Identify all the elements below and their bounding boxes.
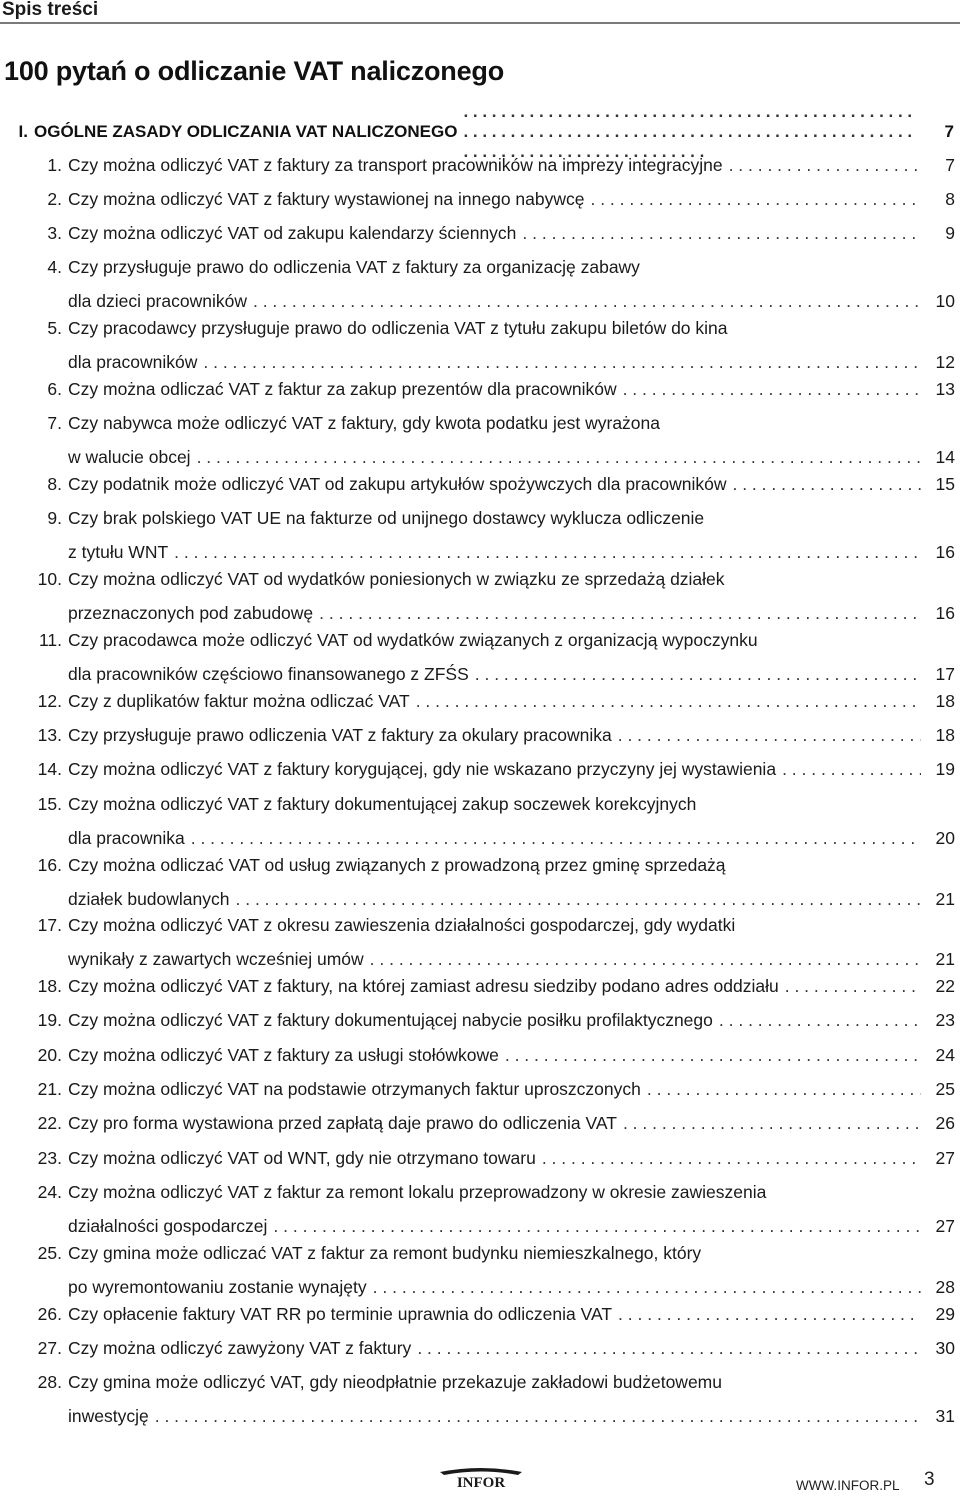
toc-entry-page-number: 16 bbox=[935, 542, 955, 563]
toc-entry-title: dla pracowników bbox=[68, 352, 198, 373]
toc-entry-line bbox=[0, 407, 955, 441]
toc-entry-number: 14. bbox=[37, 759, 62, 780]
toc-entry[interactable] bbox=[0, 684, 955, 718]
toc-entry-title: Czy można odliczyć VAT z faktury korygującej, gdy nie wskazano przyczyny jej wystawienia bbox=[68, 759, 777, 780]
toc-entry-title: dla dzieci pracowników bbox=[68, 291, 247, 312]
toc-entry-number: 28. bbox=[37, 1372, 62, 1393]
toc-entry-line bbox=[0, 753, 955, 787]
toc-entry-title: w walucie obcej bbox=[68, 447, 191, 468]
toc-entry-title: z tytułu WNT bbox=[68, 542, 169, 563]
toc-section-heading[interactable] bbox=[8, 117, 954, 147]
section-title: OGÓLNE ZASADY ODLICZANIA VAT NALICZONEGO bbox=[34, 122, 458, 141]
toc-entry-page-number: 16 bbox=[935, 603, 955, 624]
toc-entry-title: Czy pracodawcy przysługuje prawo do odliczenia VAT z tytułu zakupu biletów do kina bbox=[68, 318, 728, 339]
toc-entry-number: 16. bbox=[37, 854, 62, 875]
section-page-number: 7 bbox=[944, 122, 954, 141]
toc-entry-title: Czy można odliczyć VAT z faktury dokumentującej zakup soczewek korekcyjnych bbox=[68, 793, 697, 814]
dot-leader bbox=[723, 155, 921, 176]
toc-entry-line bbox=[0, 312, 955, 346]
toc-entry-number: 11. bbox=[38, 630, 62, 650]
dot-leader bbox=[191, 447, 921, 468]
toc-entry-line bbox=[0, 1331, 955, 1365]
toc-entry-number: 8. bbox=[47, 474, 62, 495]
infor-logo bbox=[438, 1466, 524, 1490]
toc-entry[interactable] bbox=[0, 1038, 955, 1072]
toc-entry-line bbox=[0, 217, 955, 251]
toc-entry-page-number: 9 bbox=[945, 223, 955, 244]
toc-entry[interactable] bbox=[0, 787, 955, 855]
toc-entry-title: działek budowlanych bbox=[68, 888, 230, 909]
toc-entry-title: Czy można odliczyć VAT z faktur za remont lokalu przeprowadzony w okresie zawieszenia bbox=[68, 1181, 767, 1202]
toc-entry-page-number: 18 bbox=[935, 725, 955, 746]
toc-entry-title: Czy można odliczać VAT od usług związanych z prowadzoną przez gminę sprzedażą bbox=[68, 854, 726, 875]
toc-entry[interactable] bbox=[0, 970, 955, 1004]
toc-entry-page-number: 21 bbox=[935, 949, 955, 970]
toc-entry-title: Czy można odliczyć VAT od zakupu kalendarzy ściennych bbox=[68, 223, 517, 244]
toc-entry-number: 3. bbox=[47, 223, 62, 244]
toc-entry-page-number: 29 bbox=[935, 1303, 955, 1324]
toc-entry[interactable] bbox=[0, 563, 955, 631]
toc-entry-line bbox=[0, 1107, 955, 1141]
toc-entry-title: Czy przysługuje prawo odliczenia VAT z faktury za okulary pracownika bbox=[68, 725, 612, 746]
toc-entry-number: 7. bbox=[47, 413, 62, 434]
toc-entry-title: Czy można odliczyć VAT z okresu zawieszenia działalności gospodarczej, gdy wydatki bbox=[68, 915, 736, 936]
dot-leader bbox=[185, 828, 921, 849]
toc-entry-number: 10. bbox=[37, 569, 62, 590]
toc-entry-title: Czy brak polskiego VAT UE na fakturze od unijnego dostawcy wyklucza odliczenie bbox=[68, 508, 705, 529]
toc-entry-title: Czy można odliczać VAT z faktur za zakup prezentów dla pracowników bbox=[68, 379, 617, 399]
toc-entry-continuation-line bbox=[0, 1400, 955, 1434]
toc-entry-title: wynikały z zawartych wcześniej umów bbox=[68, 949, 364, 970]
toc-entry-page-number: 17 bbox=[935, 664, 955, 684]
dot-leader bbox=[713, 1010, 921, 1031]
header-label: Spis treści bbox=[2, 0, 99, 20]
toc-entry-line bbox=[0, 1073, 955, 1107]
toc-entry-title: Czy przysługuje prawo do odliczenia VAT z faktury za organizację zabawy bbox=[68, 257, 640, 278]
toc-entry[interactable] bbox=[0, 1331, 955, 1365]
logo-text: INFOR bbox=[456, 1475, 506, 1490]
dot-leader bbox=[516, 223, 921, 244]
toc-entry-page-number: 8 bbox=[945, 188, 955, 209]
toc-entry-number: 15. bbox=[37, 793, 62, 814]
toc-entry[interactable] bbox=[0, 1366, 955, 1434]
toc-entry-page-number: 10 bbox=[935, 291, 955, 312]
page-header bbox=[0, 0, 960, 24]
dot-leader bbox=[168, 542, 921, 563]
toc-entry[interactable] bbox=[0, 182, 955, 216]
toc-entry-line bbox=[0, 787, 955, 821]
dot-leader bbox=[617, 379, 921, 400]
toc-entry[interactable] bbox=[0, 1107, 955, 1141]
dot-leader bbox=[641, 1079, 921, 1100]
toc-entry-line bbox=[0, 1175, 955, 1209]
toc-entry-page-number: 18 bbox=[935, 690, 955, 711]
toc-entry-line bbox=[0, 719, 955, 753]
toc-entry-title: działalności gospodarczej bbox=[68, 1215, 268, 1236]
section-number: I. bbox=[18, 122, 28, 141]
toc-entry-number: 5. bbox=[47, 318, 62, 339]
dot-leader bbox=[499, 1045, 921, 1066]
toc-entry-page-number: 31 bbox=[935, 1406, 955, 1427]
toc-entry-page-number: 26 bbox=[935, 1113, 955, 1134]
toc-entry-line bbox=[0, 1297, 955, 1331]
dot-leader bbox=[410, 691, 921, 712]
toc-entry[interactable] bbox=[0, 468, 955, 502]
toc-entry-title: Czy można odliczyć VAT z faktury, na której zamiast adresu siedziby podano adres oddziału bbox=[68, 976, 779, 997]
toc-entry[interactable] bbox=[0, 1297, 955, 1331]
toc-entry-page-number: 12 bbox=[935, 352, 955, 373]
toc-entry-page-number: 25 bbox=[935, 1079, 955, 1099]
toc-entry[interactable] bbox=[0, 407, 955, 475]
toc-entry-line bbox=[0, 684, 955, 718]
toc-entry[interactable] bbox=[0, 1175, 955, 1243]
toc-entry-page-number: 27 bbox=[935, 1147, 955, 1168]
toc-entry-number: 9. bbox=[47, 508, 62, 529]
toc-entry-title: Czy gmina może odliczyć VAT, gdy nieodpłatnie przekazuje zakładowi budżetowemu bbox=[68, 1372, 722, 1393]
toc-entry-title: Czy pracodawca może odliczyć VAT od wydatków związanych z organizacją wypoczynku bbox=[68, 630, 758, 650]
toc-entry-line bbox=[0, 1038, 955, 1072]
toc-entry-page-number: 15 bbox=[935, 474, 955, 495]
toc-entry-number: 2. bbox=[47, 188, 62, 209]
toc-entry-title: Czy podatnik może odliczyć VAT od zakupu artykułów spożywczych dla pracowników bbox=[68, 474, 727, 495]
toc-entry-title: Czy można odliczyć zawyżony VAT z faktury bbox=[68, 1337, 412, 1358]
toc-entry-line bbox=[0, 1004, 955, 1038]
toc-entry-line bbox=[0, 502, 955, 536]
toc-entry-number: 19. bbox=[37, 1010, 62, 1031]
toc-entry-number: 18. bbox=[37, 976, 62, 997]
toc-entry-page-number: 13 bbox=[935, 379, 955, 399]
toc-entry-page-number: 21 bbox=[935, 888, 955, 909]
toc-entry-title: Czy można odliczyć VAT z faktury za usługi stołówkowe bbox=[68, 1044, 499, 1065]
toc-entry-title: Czy nabywca może odliczyć VAT z faktury, gdy kwota podatku jest wyrażona bbox=[68, 413, 661, 434]
toc-entry-line bbox=[0, 1236, 955, 1270]
toc-entry-title: przeznaczonych pod zabudowę bbox=[68, 603, 314, 624]
toc-entry-line bbox=[0, 563, 955, 597]
toc-entry[interactable] bbox=[0, 148, 955, 182]
toc-entry-page-number: 19 bbox=[935, 759, 955, 780]
dot-leader bbox=[247, 291, 921, 312]
dot-leader bbox=[411, 1338, 921, 1359]
toc-entry-title: Czy gmina może odliczać VAT z faktur za remont budynku niemieszkalnego, który bbox=[68, 1242, 702, 1263]
dot-leader bbox=[612, 1304, 921, 1325]
toc-entry-page-number: 7 bbox=[945, 154, 955, 175]
toc-entry-number: 1. bbox=[47, 154, 62, 175]
toc-entry-number: 24. bbox=[37, 1181, 62, 1202]
dot-leader bbox=[617, 1113, 921, 1134]
dot-leader bbox=[364, 949, 921, 970]
dot-leader bbox=[536, 1148, 921, 1169]
toc-entry-line bbox=[0, 1141, 955, 1175]
toc-entry-number: 12. bbox=[37, 690, 62, 711]
toc-entry-line bbox=[0, 1366, 955, 1400]
toc-entry[interactable] bbox=[0, 217, 955, 251]
toc-entry-number: 27. bbox=[37, 1337, 62, 1358]
toc-entry[interactable] bbox=[0, 251, 955, 319]
book-title: 100 pytań o odliczanie VAT naliczonego bbox=[4, 56, 504, 86]
toc-entry-title: Czy można odliczyć VAT od wydatków poniesionych w związku ze sprzedażą działek bbox=[68, 569, 725, 590]
toc-entry-title: po wyremontowaniu zostanie wynajęty bbox=[68, 1276, 367, 1297]
toc-entry-page-number: 22 bbox=[935, 976, 955, 997]
dot-leader bbox=[612, 725, 921, 746]
toc-entry[interactable] bbox=[0, 1073, 955, 1107]
dot-leader bbox=[776, 759, 921, 780]
toc-entry[interactable] bbox=[0, 719, 955, 753]
dot-leader bbox=[197, 352, 921, 373]
toc-entry-number: 26. bbox=[37, 1303, 62, 1324]
footer-page-number: 3 bbox=[924, 1469, 935, 1490]
dot-leader bbox=[469, 664, 921, 685]
toc-entry-title: Czy opłacenie faktury VAT RR po terminie uprawnia do odliczenia VAT bbox=[68, 1303, 613, 1324]
toc-entry-number: 25. bbox=[37, 1242, 62, 1263]
toc-entry-page-number: 23 bbox=[935, 1010, 955, 1031]
toc-entry-number: 6. bbox=[47, 379, 62, 399]
toc-entry-line bbox=[0, 848, 955, 882]
toc-entry-title: Czy można odliczyć VAT z faktury za transport pracowników na imprezy integracyjne bbox=[68, 154, 723, 175]
dot-leader bbox=[230, 889, 922, 910]
toc-entry-title: Czy można odliczyć VAT z faktury wystawionej na innego nabywcę bbox=[68, 188, 585, 209]
toc-entry-number: 17. bbox=[37, 915, 62, 936]
toc-entry-title: Czy można odliczyć VAT na podstawie otrzymanych faktur uproszczonych bbox=[68, 1079, 641, 1099]
toc-entry-title: inwestycję bbox=[68, 1406, 149, 1427]
toc-entry-title: dla pracowników częściowo finansowanego z ZFŚS bbox=[68, 664, 469, 684]
toc-entry-page-number: 28 bbox=[935, 1276, 955, 1297]
toc-entry-number: 22. bbox=[37, 1113, 62, 1134]
toc-entry-number: 20. bbox=[37, 1044, 62, 1065]
toc-entry[interactable] bbox=[0, 753, 955, 787]
toc-entry-line bbox=[0, 148, 955, 182]
toc-entry[interactable] bbox=[0, 1004, 955, 1038]
dot-leader bbox=[779, 976, 921, 997]
toc-entry[interactable] bbox=[0, 1141, 955, 1175]
toc-entry-line bbox=[0, 624, 955, 658]
toc-entry[interactable] bbox=[0, 312, 955, 380]
footer-url[interactable]: WWW.INFOR.PL bbox=[796, 1478, 900, 1493]
toc-entry-page-number: 24 bbox=[935, 1044, 955, 1065]
toc-entry-line bbox=[0, 251, 955, 285]
toc-entry[interactable] bbox=[0, 373, 955, 407]
toc-entry-title: Czy pro forma wystawiona przed zapłatą daje prawo do odliczenia VAT bbox=[68, 1113, 617, 1134]
toc-entry-page-number: 30 bbox=[935, 1337, 955, 1358]
toc-entry-page-number: 20 bbox=[935, 827, 955, 848]
dot-leader bbox=[584, 189, 921, 210]
toc-entry[interactable] bbox=[0, 624, 955, 692]
toc-entry-line bbox=[0, 182, 955, 216]
toc-entry-title: Czy z duplikatów faktur można odliczać VAT bbox=[68, 690, 410, 711]
toc-entry-page-number: 27 bbox=[935, 1215, 955, 1236]
toc-entry-number: 21. bbox=[37, 1079, 62, 1099]
toc-entry-number: 13. bbox=[37, 725, 62, 746]
toc-entry-title: Czy można odliczyć VAT od WNT, gdy nie otrzymano towaru bbox=[68, 1147, 536, 1168]
toc-entry-line bbox=[0, 468, 955, 502]
toc-entry-title: dla pracownika bbox=[68, 827, 185, 848]
dot-leader bbox=[149, 1406, 921, 1427]
toc-entry-line bbox=[0, 373, 955, 407]
toc-entry[interactable] bbox=[0, 502, 955, 570]
toc-entry[interactable] bbox=[0, 1236, 955, 1304]
toc-entry-number: 23. bbox=[37, 1147, 62, 1168]
toc-entry-line bbox=[0, 970, 955, 1004]
toc-entry-title: Czy można odliczyć VAT z faktury dokumentującej nabycie posiłku profilaktycznego bbox=[68, 1010, 713, 1031]
toc-entry-number: 4. bbox=[47, 257, 62, 278]
dot-leader bbox=[313, 603, 921, 624]
dot-leader bbox=[726, 474, 921, 495]
toc-entry[interactable] bbox=[0, 909, 955, 977]
toc-entry-line bbox=[0, 909, 955, 943]
toc-entry[interactable] bbox=[0, 848, 955, 916]
toc-entry-page-number: 14 bbox=[935, 447, 955, 468]
dot-leader bbox=[267, 1216, 921, 1237]
dot-leader bbox=[367, 1277, 921, 1298]
